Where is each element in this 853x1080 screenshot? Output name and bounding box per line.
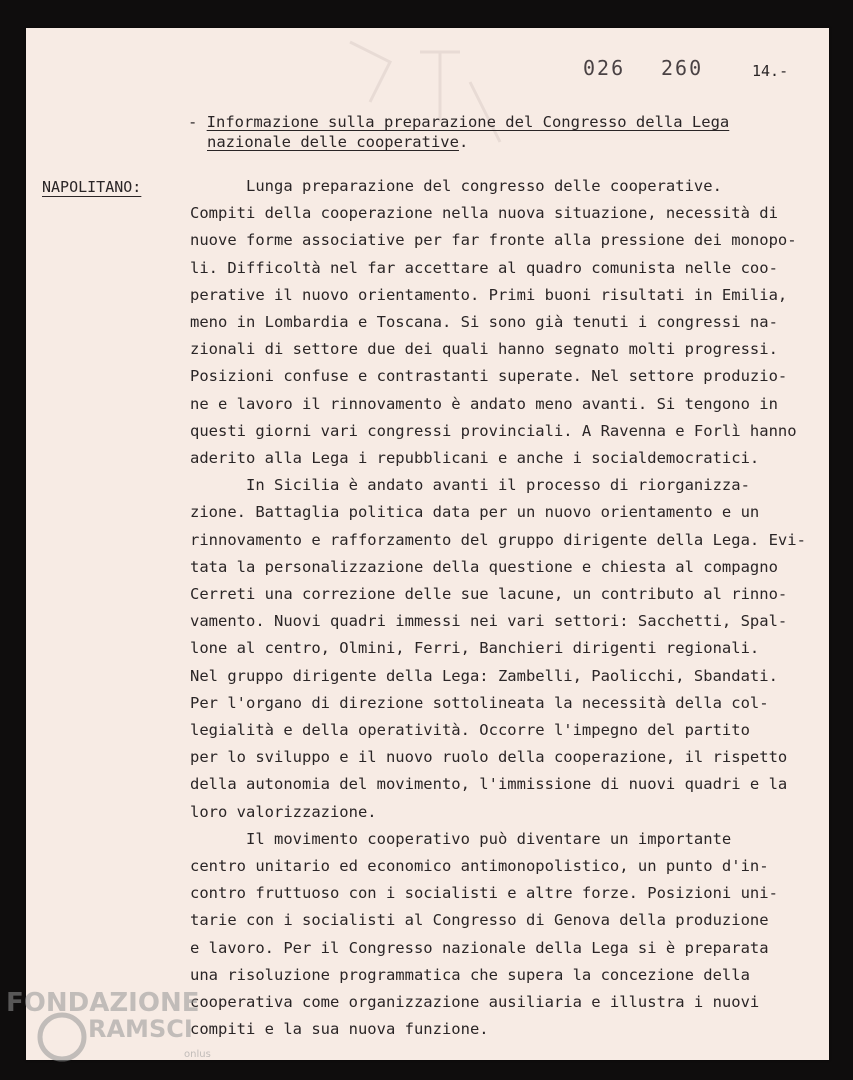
text-line: e lavoro. Per il Congresso nazionale della Lega si è preparata [190, 938, 769, 957]
text-line: Compiti della cooperazione nella nuova situazione, necessità di [190, 204, 778, 223]
watermark-line-2: RAMSCI [88, 1015, 193, 1043]
watermark-line-1: FONDAZIONE [6, 988, 200, 1018]
document-title-line-1 [188, 113, 729, 131]
text-line: per lo sviluppo e il nuovo ruolo della cooperazione, il rispetto [190, 748, 788, 767]
text-line: loro valorizzazione. [190, 802, 377, 821]
text-line: Il movimento cooperativo può diventare un importante [190, 829, 732, 848]
text-line: compiti e la sua nuova funzione. [190, 1020, 489, 1039]
text-line: questi giorni vari congressi provinciali. A Ravenna e Forlì hanno [190, 421, 797, 440]
watermark-line-3: onlus [184, 1049, 211, 1060]
text-line: Posizioni confuse e contrastanti superate. Nel settore produzio- [190, 367, 788, 386]
text-line: meno in Lombardia e Toscana. Si sono già tenuti i congressi na- [190, 313, 778, 331]
text-line: contro fruttuoso con i socialisti e altre forze. Posizioni uni- [190, 884, 778, 903]
title-dash: - [188, 113, 207, 131]
text-line: aderito alla Lega i repubblicani e anche i socialdemocratici. [190, 449, 760, 467]
title-text-2: nazionale delle cooperative [207, 133, 459, 151]
text-line: Nel gruppo dirigente della Lega: Zambelli, Paolicchi, Sbandati. [190, 666, 778, 685]
archive-number-b: 260 [661, 56, 704, 80]
title-text-1: Informazione sulla preparazione del Congresso della Lega [206, 113, 730, 131]
page-number: 14.- [752, 62, 789, 80]
text-line: perative il nuovo orientamento. Primi buoni risultati in Emilia, [190, 285, 788, 304]
text-line: lone al centro, Olmini, Ferri, Banchieri dirigenti regionali. [190, 639, 760, 658]
text-line: zionali di settore due dei quali hanno segnato molti progressi. [190, 340, 778, 359]
text-line: cooperativa come organizzazione ausiliaria e illustra i nuovi [190, 993, 760, 1011]
title-period: . [458, 133, 469, 151]
text-line: una risoluzione programmatica che supera la concezione della [190, 965, 750, 984]
text-line: legialità e della operatività. Occorre l'impegno del partito [190, 721, 750, 739]
text-line: della autonomia del movimento, l'immissione di nuovi quadri e la [190, 775, 788, 794]
text-line: nuove forme associative per far fronte alla pressione dei monopo- [190, 231, 797, 250]
text-line: tarie con i socialisti al Congresso di Genova della produzione [190, 911, 769, 930]
text-line: vamento. Nuovi quadri immessi nei vari settori: Sacchetti, Spal- [190, 612, 788, 631]
text-line: li. Difficoltà nel far accettare al quadro comunista nelle coo- [190, 258, 778, 277]
text-line: Per l'organo di direzione sottolineata la necessità della col- [190, 693, 769, 712]
text-line: tata la personalizzazione della questione e chiesta al compagno [190, 557, 778, 576]
text-line: zione. Battaglia politica data per un nuovo orientamento e un [190, 503, 760, 522]
text-line: rinnovamento e rafforzamento del gruppo dirigente della Lega. Evi- [190, 530, 806, 549]
speaker-label: NAPOLITANO: [42, 178, 142, 196]
archive-number-a: 026 [583, 56, 626, 80]
document-title-line-2 [207, 133, 468, 151]
text-line: centro unitario ed economico antimonopolistico, un punto d'in- [190, 857, 769, 875]
text-line: In Sicilia è andato avanti il processo di riorganizza- [190, 476, 750, 495]
text-line: ne e lavoro il rinnovamento è andato meno avanti. Si tengono in [190, 394, 778, 413]
text-line: Cerreti una correzione delle sue lacune, un contributo al rinno- [190, 585, 788, 603]
text-line: Lunga preparazione del congresso delle cooperative. [190, 177, 722, 195]
